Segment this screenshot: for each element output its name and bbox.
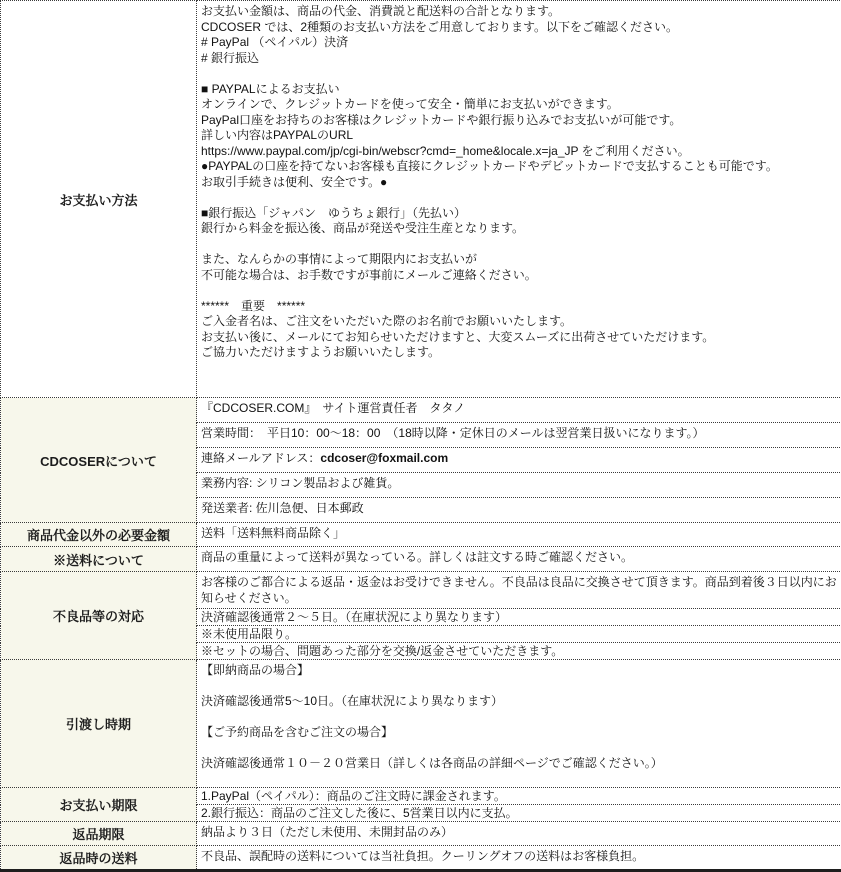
cell-line: 商品の重量によって送料が異なっている。詳しくは註文する時ご確認ください。 bbox=[201, 550, 837, 566]
row-content-cell bbox=[197, 473, 841, 498]
cell-line: 決済確認後通常１０－２０営業日（詳しくは各商品の詳細ページでご確認ください。） bbox=[201, 756, 837, 772]
cell-line bbox=[201, 741, 837, 757]
row-label: ※送料について bbox=[1, 547, 197, 572]
cell-line: ****** 重要 ****** bbox=[201, 299, 837, 315]
row-label: 返品時の送料 bbox=[1, 846, 197, 871]
cell-line bbox=[201, 710, 837, 726]
cell-line: お客様のご都合による返品・返金はお受けできません。不良品は良品に交換させて頂きます。商品到着後３日以内にお知らせください。 bbox=[201, 575, 837, 606]
cell-line: ご入金者名は、ご注文をいただいた際のお名前でお願いいたします。 bbox=[201, 314, 837, 330]
cell-line: 不可能な場合は、お手数ですが事前にメールご連絡ください。 bbox=[201, 268, 837, 284]
cell-line: お支払い金額は、商品の代金、消費説と配送料の合計となります。 bbox=[201, 4, 837, 20]
cell-line: 2.銀行振込：商品のご注文した後に、5営業日以内に支払。 bbox=[201, 806, 837, 820]
cell-line: 送料「送料無料商品除く」 bbox=[201, 526, 837, 542]
cell-line: # PayPal （ペイパル）決済 bbox=[201, 35, 837, 51]
table-row bbox=[1, 523, 841, 547]
table-row bbox=[1, 547, 841, 572]
cell-line bbox=[201, 237, 837, 253]
row-label: 返品期限 bbox=[1, 822, 197, 846]
cell-line: 決済確認後通常２～５日。（在庫状況により異なります） bbox=[201, 610, 837, 624]
table-row bbox=[1, 660, 841, 788]
contact-email-address: cdcoser@foxmail.com bbox=[320, 451, 448, 465]
cell-line: 不良品、誤配時の送料については当社負担。クーリングオフの送料はお客様負担。 bbox=[201, 849, 837, 865]
cell-line: 決済確認後通常5～10日。（在庫状況により異なります） bbox=[201, 694, 837, 710]
cell-line: ●PAYPALの口座を持てないお客様も直接にクレジットカードやデビットカードで支払することも可能です。 bbox=[201, 159, 837, 175]
row-content-cell bbox=[197, 1, 841, 398]
row-content-cell bbox=[197, 822, 841, 846]
cell-line: 銀行から料金を振込後、商品が発送や受注生産となります。 bbox=[201, 221, 837, 237]
cell-line: https://www.paypal.com/jp/cgi-bin/webscr?cmd=_home&locale.x=ja_JP をご利用ください。 bbox=[201, 144, 837, 160]
row-content-cell bbox=[197, 498, 841, 523]
table-row bbox=[1, 572, 841, 609]
cell-line: 業務内容: シリコン製品および雑貨。 bbox=[201, 476, 837, 492]
cell-line: 【ご予約商品を含むご注文の場合】 bbox=[201, 725, 837, 741]
row-content-cell bbox=[197, 448, 841, 473]
row-content-cell bbox=[197, 572, 841, 609]
row-content-cell bbox=[197, 423, 841, 448]
table-row bbox=[1, 822, 841, 846]
cell-line: お取引手続きは便利、安全です。● bbox=[201, 175, 837, 191]
cell-line: ※未使用品限り。 bbox=[201, 627, 837, 641]
cell-line: 発送業者: 佐川急便、日本郵政 bbox=[201, 501, 837, 517]
cell-line: 納品より３日（ただし未使用、未開封品のみ） bbox=[201, 825, 837, 841]
cell-line: 詳しい内容はPAYPALのURL bbox=[201, 128, 837, 144]
row-content-cell bbox=[197, 660, 841, 788]
cell-line: また、なんらかの事情によって期限内にお支払いが bbox=[201, 252, 837, 268]
cell-line: オンラインで、クレジットカードを使って安全・簡単にお支払いができます。 bbox=[201, 97, 837, 113]
row-content-cell bbox=[197, 643, 841, 660]
cell-line: 『CDCOSER.COM』 サイト運営責任者 タタノ bbox=[201, 401, 837, 417]
cell-line: 【即納商品の場合】 bbox=[201, 663, 837, 679]
cell-line: お支払い後に、メールにてお知らせいただけますと、大変スムーズに出荷させていただけます。 bbox=[201, 330, 837, 346]
row-label: 不良品等の対応 bbox=[1, 572, 197, 660]
cell-line bbox=[201, 283, 837, 299]
table-row bbox=[1, 398, 841, 423]
table-row bbox=[1, 788, 841, 805]
cell-line bbox=[201, 679, 837, 695]
row-content-cell bbox=[197, 805, 841, 822]
row-content-cell bbox=[197, 846, 841, 871]
row-content-cell bbox=[197, 547, 841, 572]
row-label: CDCOSERについて bbox=[1, 398, 197, 523]
row-content-cell bbox=[197, 523, 841, 547]
row-content-cell bbox=[197, 788, 841, 805]
cell-line: PayPal口座をお持ちのお客様はクレジットカードや銀行振り込みでお支払いが可能です。 bbox=[201, 113, 837, 129]
row-content-cell bbox=[197, 609, 841, 626]
shop-info-table-body bbox=[1, 1, 841, 871]
cell-line: ■銀行振込「ジャパン ゆうちょ銀行」（先払い） bbox=[201, 206, 837, 222]
cell-line: CDCOSER では、2種類のお支払い方法をご用意しております。以下をご確認ください。 bbox=[201, 20, 837, 36]
cell-line: 営業時間： 平日10：00～18：00 （18時以降・定休日のメールは翌営業日扱いになります。） bbox=[201, 426, 837, 442]
table-row bbox=[1, 1, 841, 398]
row-label: お支払い方法 bbox=[1, 1, 197, 398]
cell-line bbox=[201, 66, 837, 82]
row-label: 商品代金以外の必要金額 bbox=[1, 523, 197, 547]
cell-line bbox=[201, 190, 837, 206]
row-label: 引渡し時期 bbox=[1, 660, 197, 788]
cell-line: # 銀行振込 bbox=[201, 51, 837, 67]
row-label: お支払い期限 bbox=[1, 788, 197, 822]
row-content-cell bbox=[197, 626, 841, 643]
cell-line: 1.PayPal（ペイパル）：商品のご注文時に課金されます。 bbox=[201, 789, 837, 803]
cell-line: ご協力いただけますようお願いいたします。 bbox=[201, 345, 837, 361]
cell-line: ■ PAYPALによるお支払い bbox=[201, 82, 837, 98]
table-row bbox=[1, 846, 841, 871]
cell-line: ※セットの場合、問題あった部分を交換/返金させていただきます。 bbox=[201, 644, 837, 658]
row-content-cell bbox=[197, 398, 841, 423]
cell-text: 連絡メールアドレス： bbox=[201, 451, 320, 465]
